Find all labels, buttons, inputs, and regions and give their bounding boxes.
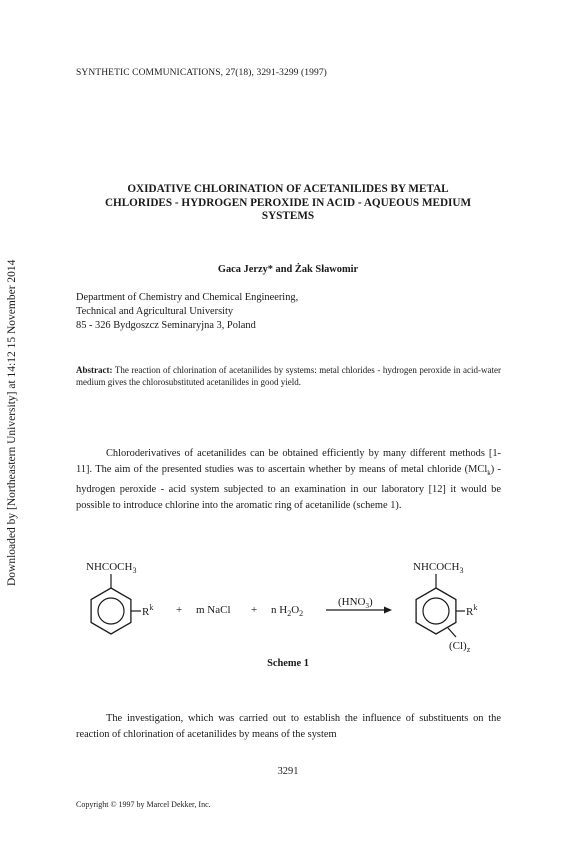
plus-sign: + — [176, 604, 183, 616]
affiliation-line: 85 - 326 Bydgoszcz Seminaryjna 3, Poland — [76, 320, 256, 331]
product-group: $NHCOCH_3$ — [413, 561, 464, 575]
reagent-nacl: m NaCl — [196, 604, 231, 616]
reaction-arrow-head — [384, 607, 392, 614]
paragraph-1-text-a: Chloroderivatives of acetanilides can be obtained efficiently by many different methods [1-11]. The aim of the presented studies was to ascertain whether by means of metal chloride (MCl — [76, 448, 501, 476]
arrow-label: $(HNO_3)$ — [338, 596, 373, 610]
reactant-aromatic-circle — [98, 598, 124, 624]
product-benzene-ring — [416, 588, 456, 634]
article-title — [60, 183, 516, 224]
product-chlorine-bond — [448, 628, 456, 637]
title-line: CHLORIDES - HYDROGEN PEROXIDE IN ACID - AQUEOUS MEDIUM — [104, 196, 472, 209]
reactant-group: $NHCOCH_3$ — [86, 561, 137, 575]
product-substituent: $R^k$ — [466, 603, 478, 618]
mcl-subscript: k — [487, 469, 491, 478]
reagent-h2o2: n $H_2O_2$ — [271, 604, 304, 618]
reactant-substituent: $R^k$ — [142, 603, 154, 618]
affiliation-line: Department of Chemistry and Chemical Engineering, — [76, 292, 299, 303]
reaction-scheme — [0, 548, 576, 658]
scheme-caption: Scheme 1 — [267, 658, 309, 669]
title-line: OXIDATIVE CHLORINATION OF ACETANILIDES BY METAL — [127, 183, 449, 195]
plus-sign: + — [251, 604, 258, 616]
affiliation — [76, 291, 298, 333]
abstract — [76, 364, 501, 389]
authors: Gaca Jerzy* and Żak Sławomir — [217, 264, 359, 275]
title-line: SYSTEMS — [261, 210, 315, 222]
product-aromatic-circle — [423, 598, 449, 624]
copyright: Copyright © 1997 by Marcel Dekker, Inc. — [76, 800, 211, 809]
paragraph-2-text: The investigation, which was carried out to establish the influence of substituents on the reaction of chlorination of acetanilides by means of the system — [76, 713, 501, 740]
page-number: 3291 — [277, 766, 299, 777]
abstract-text: The reaction of chlorination of acetanilides by systems: metal chlorides - hydrogen peroxide in acid-water medium gives the chlorosubstituted acetanilides in good yield. — [76, 365, 501, 388]
journal-header: SYNTHETIC COMMUNICATIONS, 27(18), 3291-3299 (1997) — [76, 68, 327, 78]
affiliation-line: Technical and Agricultural University — [76, 306, 234, 317]
paragraph-1 — [76, 446, 501, 515]
paragraph-2 — [76, 711, 501, 742]
download-watermark: Downloaded by [Northeastern University] at 14:12 15 November 2014 — [6, 259, 18, 586]
product-chlorine: $(Cl)_z$ — [449, 640, 471, 654]
abstract-label: Abstract: — [76, 365, 113, 375]
paragraph-1-text-b: ) - hydrogen peroxide - acid system subjected to an examination in our laboratory [12] it would be possible to introduce chlorine into the aromatic ring of acetanilide (scheme 1). — [76, 464, 501, 512]
reactant-benzene-ring — [91, 588, 131, 634]
